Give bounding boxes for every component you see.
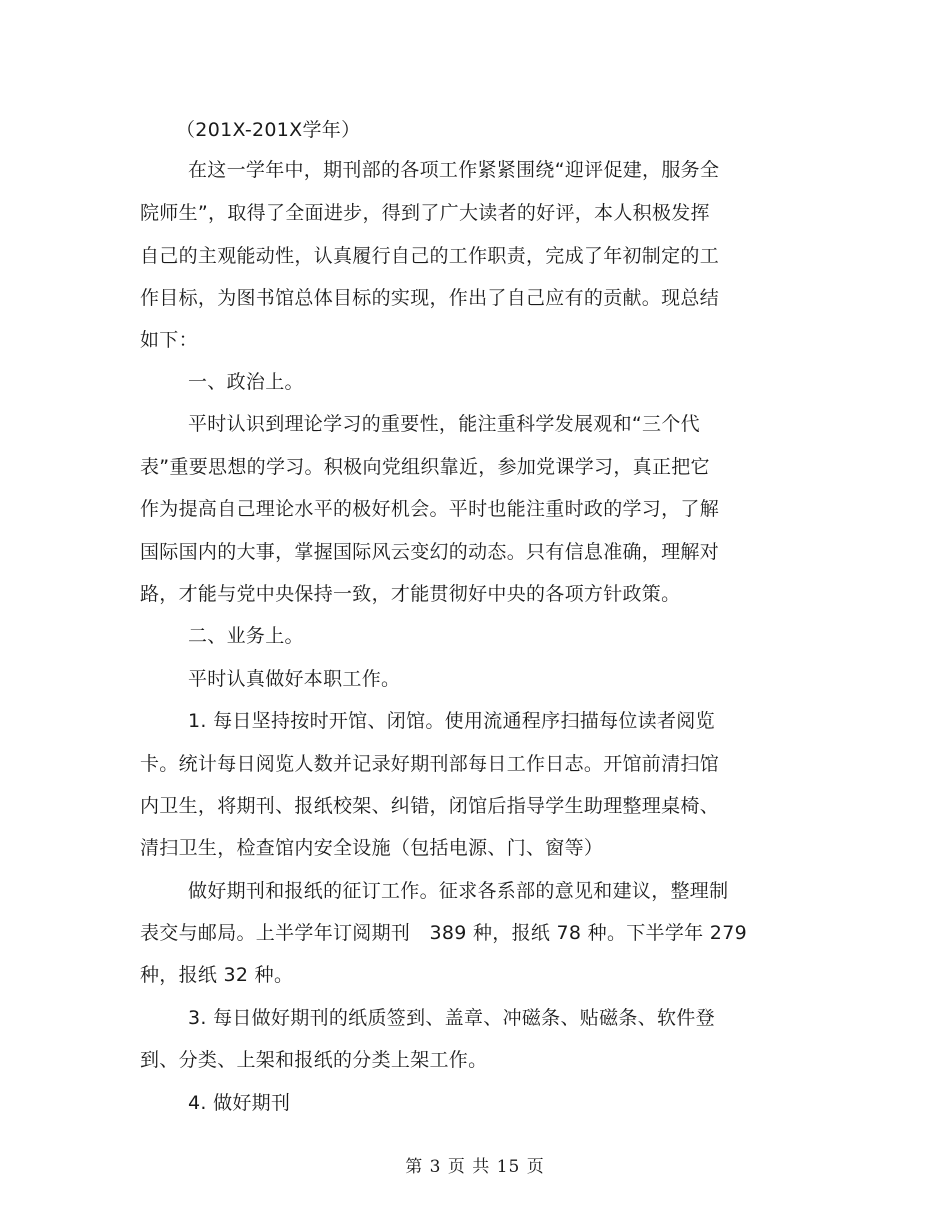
paragraph-line: 国际国内的大事，掌握国际风云变幻的动态。只有信息准确，理解对 <box>140 541 720 563</box>
list-item-line: 内卫生，将期刊、报纸校架、纠错，闭馆后指导学生助理整理桌椅、 <box>140 795 720 817</box>
paragraph-line: 如下： <box>140 329 198 351</box>
list-item-line: 到、分类、上架和报纸的分类上架工作。 <box>140 1049 488 1071</box>
paragraph-line: 种，报纸 32 种。 <box>140 964 294 986</box>
paragraph-line: 表”重要思想的学习。积极向党组织靠近，参加党课学习，真正把它 <box>140 456 710 478</box>
list-item-line: 卡。统计每日阅览人数并记录好期刊部每日工作日志。开馆前清扫馆 <box>140 753 720 775</box>
paragraph-line: 作为提高自己理论水平的极好机会。平时也能注重时政的学习，了解 <box>140 498 720 520</box>
paragraph-line: 在这一学年中，期刊部的各项工作紧紧围绕“迎评促建，服务全 <box>188 159 720 181</box>
section-heading-business: 二、业务上。 <box>188 625 304 647</box>
section-heading-politics: 一、政治上。 <box>188 371 304 393</box>
list-item-line: 4. 做好期刊 <box>188 1092 291 1114</box>
paragraph-line: 平时认识到理论学习的重要性，能注重科学发展观和“三个代 <box>188 413 700 435</box>
page-number-footer: 第 3 页 共 15 页 <box>405 1157 545 1177</box>
list-item-line: 3. 每日做好期刊的纸质签到、盖章、冲磁条、贴磁条、软件登 <box>188 1007 715 1029</box>
paragraph-line: 作目标，为图书馆总体目标的实现，作出了自己应有的贡献。现总结 <box>140 287 720 309</box>
list-item-line: 清扫卫生，检查馆内安全设施（包括电源、门、窗等） <box>140 837 604 859</box>
paragraph-line: 自己的主观能动性，认真履行自己的工作职责，完成了年初制定的工 <box>140 245 720 267</box>
document-subtitle: （201X-201X学年） <box>176 119 361 141</box>
paragraph-line: 表交与邮局。上半学年订阅期刊 389 种，报纸 78 种。下半学年 279 <box>140 922 747 944</box>
paragraph-line: 平时认真做好本职工作。 <box>188 668 401 690</box>
list-item-line: 1. 每日坚持按时开馆、闭馆。使用流通程序扫描每位读者阅览 <box>188 710 715 732</box>
paragraph-line: 做好期刊和报纸的征订工作。征求各系部的意见和建议，整理制 <box>188 880 729 902</box>
paragraph-line: 院师生”，取得了全面进步，得到了广大读者的好评，本人积极发挥 <box>140 202 710 224</box>
paragraph-line: 路，才能与党中央保持一致，才能贯彻好中央的各项方针政策。 <box>140 583 681 605</box>
